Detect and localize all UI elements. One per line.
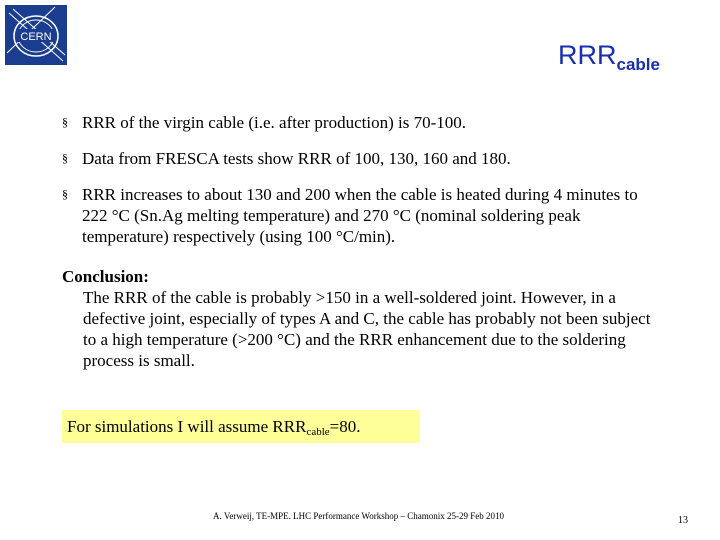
conclusion-text: The RRR of the cable is probably >150 in a well-soldered joint. However, in a defective joint, especially of types A and C, the cable has probably not been subject to a high temperature (>200 °C) and the RRR enhancement due to the soldering process is small. — [83, 288, 651, 370]
bullet-marker-icon: § — [62, 151, 68, 165]
assumption-prefix: For simulations I will assume RRR — [67, 417, 307, 436]
bullet-item — [62, 112, 662, 133]
logo-text: CERN — [20, 31, 52, 43]
bullet-marker-icon: § — [62, 115, 68, 129]
conclusion-heading: Conclusion: — [62, 267, 149, 286]
conclusion-block — [62, 266, 662, 371]
cern-logo-icon — [5, 5, 67, 65]
bullet-item — [62, 184, 662, 247]
simulation-assumption-box — [62, 410, 420, 443]
cern-logo — [5, 5, 67, 65]
bullet-list — [62, 112, 662, 262]
title-main: RRR — [558, 40, 617, 70]
bullet-text: Data from FRESCA tests show RRR of 100, 130, 160 and 180. — [82, 149, 511, 168]
footer-text: A. Verweij, TE-MPE. LHC Performance Workshop – Chamonix 25-29 Feb 2010 — [213, 511, 504, 521]
bullet-item — [62, 148, 662, 169]
title-subscript: cable — [616, 55, 660, 74]
bullet-marker-icon: § — [62, 187, 68, 201]
slide-title — [558, 40, 660, 75]
assumption-subscript: cable — [306, 426, 330, 438]
page-number: 13 — [678, 515, 688, 526]
assumption-suffix: =80. — [329, 417, 361, 436]
bullet-text: RRR increases to about 130 and 200 when the cable is heated during 4 minutes to 222 °C (Sn.Ag melting temperature) and 270 °C (nominal soldering peak temperature) respectively (using 100 °C/min). — [82, 185, 638, 246]
bullet-text: RRR of the virgin cable (i.e. after production) is 70-100. — [82, 113, 466, 132]
